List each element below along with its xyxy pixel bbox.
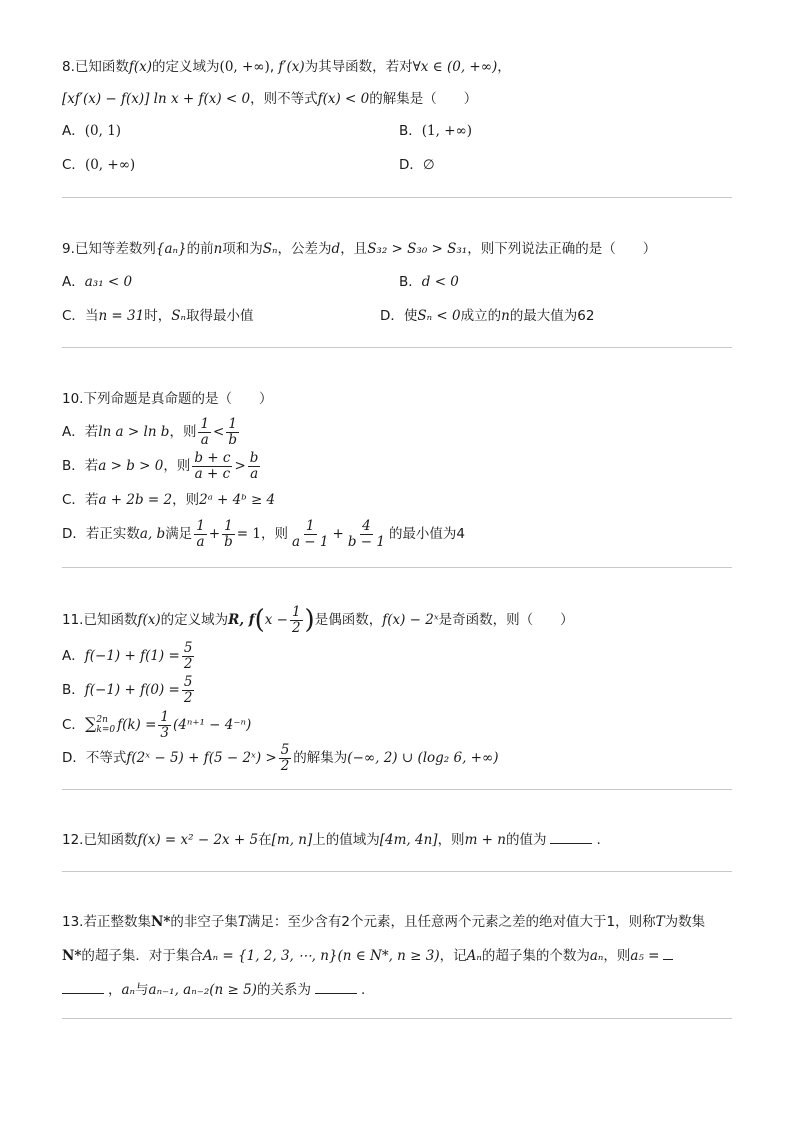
option-label: A． <box>62 424 85 440</box>
q9-option-c[interactable] <box>62 306 253 326</box>
fraction: $\frac{5}{2}$ <box>280 741 290 774</box>
option-text: 若 <box>84 424 99 440</box>
q13-math-a5: a₅ = <box>630 948 660 964</box>
option-math: a > b > 0 <box>98 458 164 474</box>
q12-text: 12.已知函数 <box>62 832 138 848</box>
q13-math-T: T <box>655 914 665 930</box>
q10-option-b[interactable] <box>62 448 262 484</box>
q13-text: 13.若正整数集 <box>62 914 151 930</box>
option-text: ，则 <box>172 492 200 508</box>
option-math: ∑ <box>84 714 97 733</box>
q10-text: 10.下列命题是真命题的是（ ） <box>62 391 273 407</box>
q13-text: 与 <box>135 982 149 998</box>
q13-math-An: Aₙ <box>466 948 482 964</box>
q8-math-fprime: f′(x) <box>278 59 305 75</box>
q12-text: ，则 <box>437 832 465 848</box>
option-math: d < 0 <box>421 274 459 290</box>
option-math: a₃₁ < 0 <box>84 274 133 290</box>
option-label: A． <box>62 648 85 664</box>
q11-text: 11.已知函数 <box>62 612 138 628</box>
q9-math-d: d <box>331 241 341 257</box>
option-math: n <box>501 308 510 324</box>
q13-line1 <box>62 912 705 932</box>
q8-option-c[interactable] <box>62 155 135 175</box>
q9-text: 项和为 <box>222 241 263 257</box>
q8-math-domain: (0, +∞) <box>219 59 270 75</box>
option-text: 的解集为 <box>293 750 348 766</box>
q12-math-interval: [m, n] <box>271 832 313 848</box>
option-text: 使 <box>403 308 418 324</box>
q8-text: ， <box>497 59 511 75</box>
q9-text: ，公差为 <box>277 241 332 257</box>
q11-text: 是奇函数，则（ ） <box>438 612 574 628</box>
q12-math-range: [4m, 4n] <box>379 832 438 848</box>
option-math: a, b <box>139 526 166 542</box>
fraction: $\frac{1}{3}$ <box>160 708 170 741</box>
fraction: $\frac{b}{a}$ <box>249 449 259 482</box>
q12-text: 在 <box>258 832 272 848</box>
option-label: D． <box>399 157 423 173</box>
answer-blank[interactable] <box>62 981 104 994</box>
option-math: a + 2b = 2 <box>98 492 173 508</box>
q13-text: 为数集 <box>664 914 706 930</box>
fraction: $\frac{1}{b}$ <box>224 517 233 550</box>
q13-text: 满足：至少含有2个元素，且任意两个元素之差的绝对值大于1，则称 <box>246 914 656 930</box>
q13-text: 的关系为 <box>256 982 311 998</box>
fraction: $\frac{1}{a}$ <box>200 415 210 448</box>
divider <box>62 871 732 872</box>
fraction: $\frac{1}{a}$ <box>196 517 205 550</box>
q9-text: ，且 <box>340 241 368 257</box>
option-text: 取得最小值 <box>185 308 254 324</box>
option-math: (0, 1) <box>84 123 122 139</box>
option-text: 不等式 <box>85 750 127 766</box>
option-label: B． <box>399 274 422 290</box>
q8-text: 8.已知函数 <box>62 59 129 75</box>
q8-option-a[interactable] <box>62 121 121 141</box>
option-text: 若正实数 <box>85 526 140 542</box>
q8-math-fx: f(x) <box>128 59 153 75</box>
answer-blank[interactable] <box>550 831 592 844</box>
option-math: (4ⁿ⁺¹ − 4⁻ⁿ) <box>173 717 252 733</box>
q9-option-b[interactable] <box>399 272 459 292</box>
q12-text: 的值为 <box>505 832 547 848</box>
q9-stem <box>62 239 656 259</box>
q13-math-relation: aₙ₋₁, aₙ₋₂(n ≥ 5) <box>148 982 257 998</box>
divider <box>62 789 732 790</box>
q8-text: 的解集是（ ） <box>369 91 478 107</box>
option-label: D． <box>380 308 404 324</box>
option-math: ∅ <box>422 157 435 173</box>
option-label: C． <box>62 717 85 733</box>
q8-math-condition: [xf′(x) − f(x)] ln x + f(x) < 0 <box>62 91 251 107</box>
q13-math-N: N* <box>62 948 82 964</box>
q11-math-fx: f(x) <box>137 612 161 628</box>
q8-option-d[interactable] <box>399 155 435 175</box>
q11-option-b[interactable] <box>62 672 196 708</box>
divider <box>62 1018 732 1019</box>
q13-text: . <box>360 982 366 998</box>
q9-text: 的前 <box>186 241 214 257</box>
option-math: = 1 <box>236 526 261 542</box>
q13-math-T: T <box>237 914 247 930</box>
q13-text: ，则 <box>603 948 631 964</box>
option-label: A． <box>62 123 85 139</box>
q13-math-an: aₙ <box>589 948 604 964</box>
q11-math-arg: x − <box>264 612 288 628</box>
q8-option-b[interactable] <box>399 121 472 141</box>
option-label: A． <box>62 274 85 290</box>
fraction: $\frac{b + c}{a + c}$ <box>194 449 231 482</box>
q12-math-mn: m + n <box>464 832 506 848</box>
option-text: 若 <box>84 458 99 474</box>
q8-text: ，则不等式 <box>250 91 318 107</box>
option-math: Sₙ <box>171 308 186 324</box>
answer-blank[interactable] <box>315 981 357 994</box>
option-math: Sₙ < 0 <box>417 308 461 324</box>
q11-option-c[interactable]: C．∑ 2n k=0 f(k) = $\frac{1}{3}$ (4ⁿ⁺¹ − 4⁻ⁿ) <box>62 708 252 741</box>
option-text: 时， <box>144 308 172 324</box>
q8-math-forall: ∀x ∈ (0, +∞) <box>412 59 498 75</box>
q9-math-sn: Sₙ <box>262 241 278 257</box>
option-text: 的最小值为4 <box>388 526 466 542</box>
option-text: 成立的 <box>460 308 502 324</box>
q11-option-a[interactable] <box>62 638 196 674</box>
q9-text: 9.已知等差数列 <box>62 241 156 257</box>
q12-text: 上的值域为 <box>312 832 380 848</box>
q13-line3 <box>62 980 365 1000</box>
q11-stem: 11.已知函数f(x)的定义域为R, f(x − $\frac{1}{2}$ )是偶函数，f(x) − 2ˣ是奇函数，则（ ） <box>62 603 574 636</box>
fraction: $\frac{4}{b - 1}$ <box>347 517 385 550</box>
divider <box>62 567 732 568</box>
option-math: 2ᵃ + 4ᵇ ≥ 4 <box>199 492 276 508</box>
option-text: 当 <box>84 308 99 324</box>
option-math: f(2ˣ − 5) + f(5 − 2ˣ) > <box>126 750 277 766</box>
q12-stem <box>62 830 601 850</box>
option-text: 的最大值为62 <box>509 308 595 324</box>
q13-text: 的超子集的个数为 <box>481 948 590 964</box>
option-math: (−∞, 2) ∪ (log₂ 6, +∞) <box>347 750 499 766</box>
option-label: C． <box>62 308 85 324</box>
q11-math-odd: f(x) − 2ˣ <box>382 612 439 628</box>
divider <box>62 347 732 348</box>
option-math: f(k) = <box>117 717 157 733</box>
fraction: $\frac{1}{2}$ <box>291 603 301 636</box>
option-math: < <box>213 424 225 440</box>
q9-math-condition: S₃₂ > S₃₀ > S₃₁ <box>367 241 468 257</box>
q9-math-seq: {aₙ} <box>155 241 187 257</box>
option-math: (0, +∞) <box>84 157 136 173</box>
option-label: C． <box>62 157 85 173</box>
fraction: $\frac{1}{a - 1}$ <box>291 517 329 550</box>
fraction: $\frac{5}{2}$ <box>183 639 193 672</box>
q9-option-a[interactable] <box>62 272 132 292</box>
option-text: ，则 <box>260 526 288 542</box>
option-text: ，则 <box>163 458 191 474</box>
q11-text: 是偶函数， <box>314 612 383 628</box>
q11-text: 的定义域为 <box>160 612 229 628</box>
q11-option-d[interactable] <box>62 740 499 776</box>
q8-math-inequality: f(x) < 0 <box>317 91 370 107</box>
q12-math-fx: f(x) = x² − 2x + 5 <box>137 832 259 848</box>
q11-math-R: R, f <box>228 612 255 628</box>
fraction: $\frac{1}{b}$ <box>228 415 238 448</box>
q12-text: . <box>596 832 601 848</box>
q8-stem-line2 <box>62 89 477 109</box>
q9-option-d[interactable] <box>380 306 595 326</box>
q13-text: 的超子集．对于集合 <box>81 948 203 964</box>
q13-line2 <box>62 946 677 966</box>
q13-math-an: aₙ <box>121 982 136 998</box>
q13-text: 的非空子集 <box>170 914 238 930</box>
option-label: B． <box>62 458 85 474</box>
option-text: 满足 <box>165 526 193 542</box>
q9-text: ，则下列说法正确的是（ ） <box>467 241 657 257</box>
option-math: + <box>208 526 221 542</box>
option-label: B． <box>399 123 422 139</box>
option-text: ，则 <box>169 424 197 440</box>
option-label: D． <box>62 526 86 542</box>
option-math: f(−1) + f(1) = <box>84 648 180 664</box>
option-math: f(−1) + f(0) = <box>84 682 180 698</box>
q8-text: 的定义域为 <box>152 59 220 75</box>
q10-option-d[interactable] <box>62 516 465 552</box>
option-label: C． <box>62 492 85 508</box>
option-text: 若 <box>84 492 99 508</box>
option-label: D． <box>62 750 86 766</box>
q13-math-N: N* <box>150 914 171 930</box>
option-label: B． <box>62 682 85 698</box>
q8-stem-line1 <box>62 57 511 77</box>
q13-math-set: Aₙ = {1, 2, 3, ⋯, n}(n ∈ N*, n ≥ 3) <box>202 948 440 964</box>
q13-text: ， <box>108 982 122 998</box>
q10-stem <box>62 389 272 409</box>
option-math: n = 31 <box>98 308 145 324</box>
option-math: ln a > ln b <box>98 424 170 440</box>
option-math: (1, +∞) <box>421 123 473 139</box>
option-math: + <box>332 526 344 542</box>
q9-math-n: n <box>213 241 223 257</box>
option-math: > <box>234 458 246 474</box>
fraction: $\frac{5}{2}$ <box>183 673 193 706</box>
answer-blank[interactable] <box>663 947 673 960</box>
divider <box>62 197 732 198</box>
q8-text: , <box>269 59 279 75</box>
q10-option-c[interactable] <box>62 490 275 510</box>
q8-text: 为其导函数，若对 <box>304 59 413 75</box>
q10-option-a[interactable] <box>62 414 241 450</box>
q13-text: ，记 <box>439 948 467 964</box>
